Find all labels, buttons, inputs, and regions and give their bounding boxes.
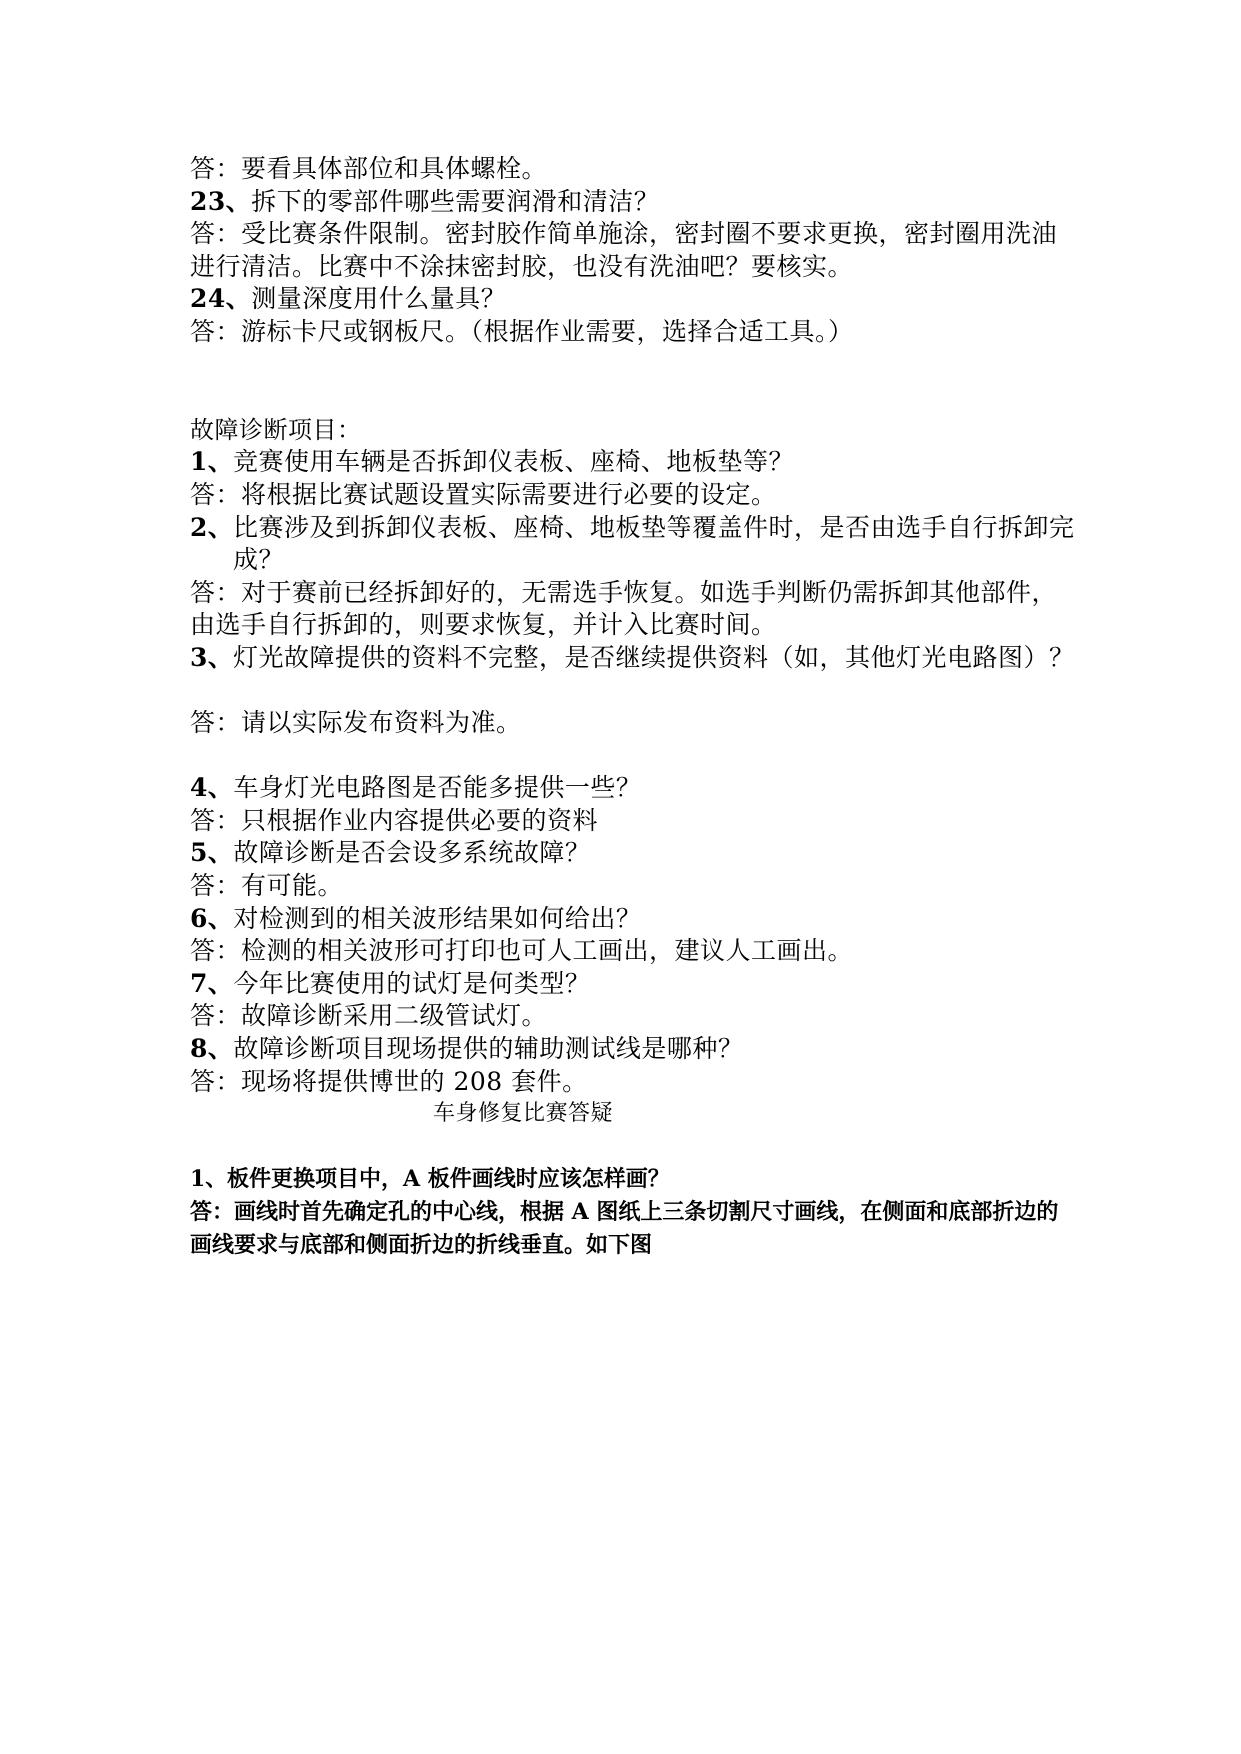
question (190, 1163, 1241, 1196)
question-lines (233, 512, 1075, 577)
qa-item (190, 283, 1241, 348)
question (190, 903, 1241, 936)
question-lines (233, 1033, 743, 1066)
qa-item (190, 186, 1241, 284)
qa-item (190, 1163, 1241, 1261)
answer-line: 答：故障诊断采用二级管试灯。 (190, 1001, 548, 1031)
question-number: 7、 (190, 968, 234, 998)
answer-line: 由选手自行拆卸的，则要求恢复，并计入比赛时间。 (190, 610, 777, 640)
question-lines (227, 1163, 670, 1196)
question-line: 拆下的零部件哪些需要润滑和清洁？ (251, 186, 660, 216)
qa-item (190, 903, 1241, 968)
section-title: 车身修复比赛答疑 (433, 1101, 614, 1127)
question-lines (251, 186, 659, 219)
qa-item (190, 837, 1241, 902)
question-lines (233, 968, 590, 1001)
answer-line: 答：受比赛条件限制。密封胶作简单施涂，密封圈不要求更换，密封圈用洗油 (190, 219, 1058, 249)
question (190, 837, 1241, 870)
question (190, 446, 1241, 479)
question-number: 1、 (190, 1166, 228, 1193)
question-line: 今年比赛使用的试灯是何类型？ (233, 968, 591, 998)
question-line: 成？ (233, 545, 285, 575)
qa-item (190, 642, 1241, 740)
answer-line: 答：现场将提供博世的 208 套件。 (190, 1066, 588, 1096)
answer-line: 答：游标卡尺或钢板尺。（根据作业需要，选择合适工具。） (190, 316, 854, 346)
question-number: 5、 (190, 838, 234, 868)
question-number: 1、 (190, 447, 234, 477)
question-number: 2、 (190, 512, 234, 542)
answer-line: 进行清洁。比赛中不涂抹密封胶，也没有洗油吧？要核实。 (190, 251, 854, 281)
question-line: 测量深度用什么量具？ (251, 284, 507, 314)
question (190, 1033, 1241, 1066)
answer-line: 答：要看具体部位和具体螺栓。 (190, 154, 548, 183)
qa-item (190, 1033, 1241, 1098)
answer-line: 答：画线时首先确定孔的中心线，根据 A 图纸上三条切割尺寸画线，在侧面和底部折边的 (190, 1199, 1059, 1225)
question-lines (233, 772, 641, 805)
question-lines (233, 837, 590, 870)
qa-item (190, 772, 1241, 837)
qa-item (190, 153, 1241, 186)
question-number: 23、 (190, 186, 252, 216)
question-number: 4、 (190, 773, 234, 803)
answer-line: 答：检测的相关波形可打印也可人工画出，建议人工画出。 (190, 936, 854, 966)
question (190, 772, 1241, 805)
section-heading: 故障诊断项目： (190, 415, 362, 444)
question-number: 24、 (190, 284, 252, 314)
question-line: 板件更换项目中，A 板件画线时应该怎样画？ (227, 1166, 670, 1193)
answer-line: 答：有可能。 (190, 871, 344, 901)
question-line: 对检测到的相关波形结果如何给出？ (233, 903, 642, 933)
question (190, 968, 1241, 1001)
question-lines (233, 903, 641, 936)
answer-line: 画线要求与底部和侧面折边的折线垂直。如下图 (190, 1231, 653, 1258)
question-number: 3、 (190, 642, 234, 672)
question-line: 比赛涉及到拆卸仪表板、座椅、地板垫等覆盖件时，是否由选手自行拆卸完 (233, 512, 1075, 542)
question-line: 灯光故障提供的资料不完整，是否继续提供资料（如，其他灯光电路图）？ (233, 642, 1075, 672)
question-lines (233, 446, 794, 479)
question-line: 车身灯光电路图是否能多提供一些？ (233, 773, 642, 803)
question-lines (233, 642, 1075, 675)
question (190, 283, 1241, 316)
question (190, 512, 1241, 577)
question (190, 186, 1241, 219)
answer-line: 答：将根据比赛试题设置实际需要进行必要的设定。 (190, 479, 777, 509)
question-line: 故障诊断项目现场提供的辅助测试线是哪种？ (233, 1034, 744, 1064)
question-number: 6、 (190, 903, 234, 933)
question-line: 竞赛使用车辆是否拆卸仪表板、座椅、地板垫等？ (233, 447, 795, 477)
answer-line: 答：对于赛前已经拆卸好的，无需选手恢复。如选手判断仍需拆卸其他部件， (190, 577, 1058, 607)
question-number: 8、 (190, 1034, 234, 1064)
question-line: 故障诊断是否会设多系统故障？ (233, 838, 591, 868)
qa-item (190, 968, 1241, 1033)
question (190, 642, 1241, 675)
qa-item (190, 512, 1241, 642)
answer-line: 答：只根据作业内容提供必要的资料 (190, 805, 599, 835)
answer-line: 答：请以实际发布资料为准。 (190, 708, 522, 738)
qa-item (190, 446, 1241, 511)
question-lines (251, 283, 506, 316)
